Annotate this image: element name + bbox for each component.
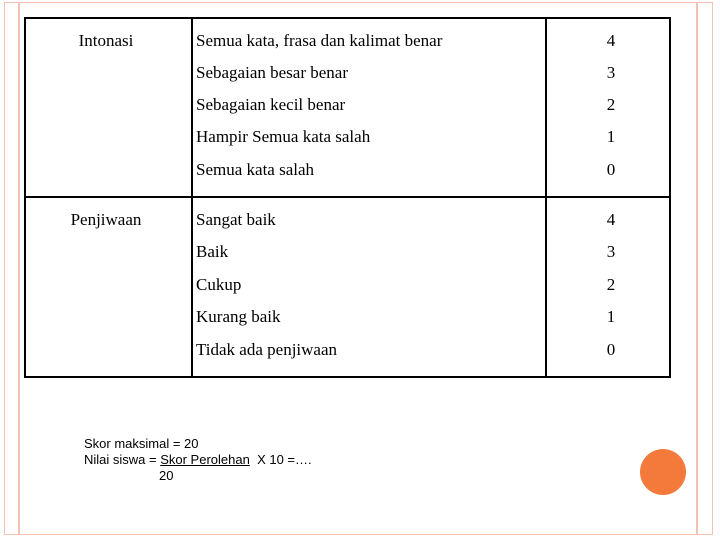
group-divider <box>26 196 669 198</box>
formula-suffix: X 10 =…. <box>249 452 312 467</box>
formula-numerator: Skor Perolehan <box>160 452 250 467</box>
max-score-line: Skor maksimal = 20 <box>84 436 199 451</box>
score-formula <box>84 436 312 484</box>
criteria-label: Semua kata, frasa dan kalimat benar <box>196 31 443 50</box>
criteria-label: Cukup <box>196 275 242 294</box>
rubric-table <box>24 17 671 378</box>
decorative-circle <box>640 449 686 495</box>
formula-denominator: 20 <box>159 468 174 483</box>
criteria-label: Sebagaian kecil benar <box>196 95 346 114</box>
aspect-label-intonasi: Intonasi <box>78 31 134 50</box>
criteria-label: Hampir Semua kata salah <box>196 127 371 146</box>
criteria-score: 0 <box>606 160 616 179</box>
criteria-score: 2 <box>606 95 616 114</box>
formula-prefix: Nilai siswa = <box>84 452 161 467</box>
aspect-label-penjiwaan: Penjiwaan <box>70 210 142 229</box>
criteria-score: 2 <box>606 275 616 294</box>
criteria-score: 1 <box>606 127 616 146</box>
criteria-score: 4 <box>606 210 616 229</box>
criteria-label: Semua kata salah <box>196 160 315 179</box>
criteria-score: 0 <box>606 340 616 359</box>
criteria-label: Baik <box>196 242 229 261</box>
criteria-label: Sebagaian besar benar <box>196 63 348 82</box>
criteria-score: 3 <box>606 242 616 261</box>
criteria-score: 1 <box>606 307 616 326</box>
criteria-score: 4 <box>606 31 616 50</box>
criteria-label: Kurang baik <box>196 307 281 326</box>
criteria-score: 3 <box>606 63 616 82</box>
student-score-line <box>84 452 312 468</box>
criteria-label: Tidak ada penjiwaan <box>196 340 338 359</box>
criteria-label: Sangat baik <box>196 210 276 229</box>
